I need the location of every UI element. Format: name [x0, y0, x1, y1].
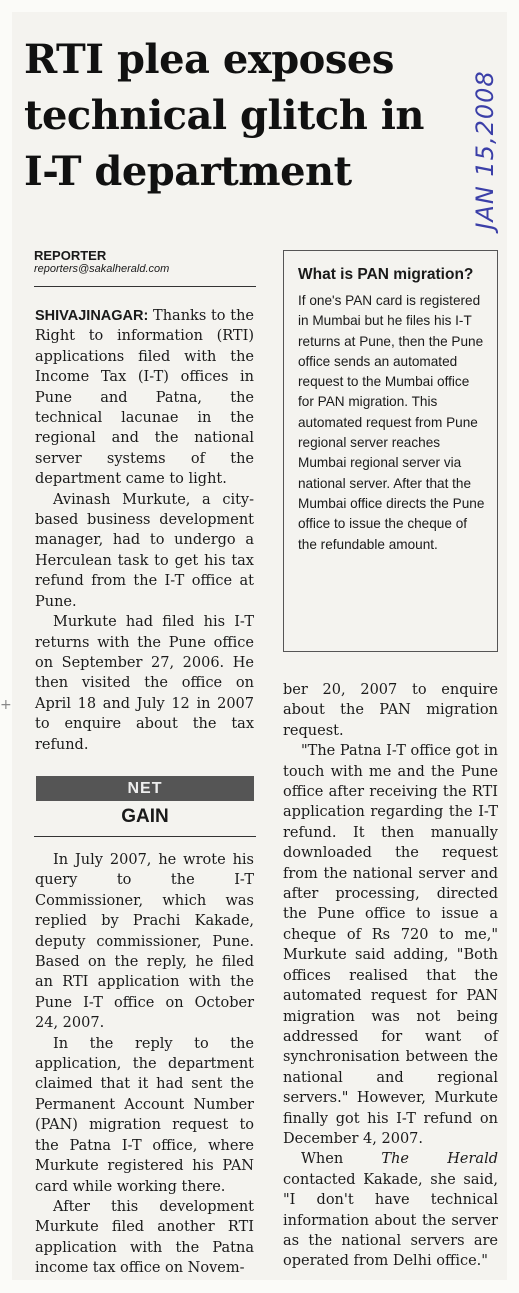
byline-email: reporters@sakalherald.com [34, 263, 170, 275]
paragraph-text: contacted Kakade, she said, "I don't have technical information about the server as the national servers are operated from Delhi office." [283, 1171, 498, 1270]
article-column-1-top [35, 306, 254, 755]
date-stamp-text: JAN 15,2008 [471, 70, 499, 230]
dateline: SHIVAJINAGAR: [35, 308, 149, 324]
subhead-top: NET [36, 776, 254, 801]
byline [34, 248, 254, 275]
paragraph: In the reply to the application, the department claimed that it had sent the Permanent Account Number (PAN) migration request to the Patna I-T office, where Murkute registered his PAN card while working there. [35, 1035, 254, 1195]
paragraph: Thanks to the Right to information (RTI) applications filed with the Income Tax (I-T) offices in Pune and Patna, the technical lacunae in the regional and the national server systems of the department came to light. [35, 308, 254, 488]
article-column-1-bottom [35, 850, 254, 1279]
publication-name: The Herald [381, 1151, 498, 1168]
sidebar-body: If one's PAN card is registered in Mumbai but he files his I-T returns at Pune, then the Pune office sends an automated request to the Mumbai office for PAN migration. This automated request from Pune regional server reaches Mumbai regional server via national server. After that the Mumbai office directs the Pune office to issue the cheque of the refundable amount. [298, 293, 485, 552]
subhead-divider [34, 836, 256, 837]
crosshair-mark: + [0, 697, 12, 713]
subhead-bottom: GAIN [121, 806, 169, 827]
paragraph: In July 2007, he wrote his query to the I-T Commissioner, which was replied by Prachi Kakade, deputy commissioner, Pune. Based on the reply, he filed an RTI application with the Pune I-T office on October 24, 2007. [35, 852, 254, 1032]
byline-divider [34, 286, 256, 287]
paragraph: After this development Murkute filed another RTI application with the Patna income tax office on Novem- [35, 1198, 254, 1277]
byline-reporter: REPORTER [34, 248, 107, 263]
sidebar-box [283, 250, 498, 652]
subhead-box [36, 776, 254, 831]
paragraph: "The Patna I-T office got in touch with me and the Pune office after receiving the RTI application regarding the I-T refund. It then manually downloaded the request from the national server and after processing, directed the Pune office to issue a cheque of Rs 720 to me," Murkute said adding, "Both offices realised that the automated request for PAN migration was not being addressed for want of synchronisation between the national and regional servers." However, Murkute finally got his I-T refund on December 4, 2007. [283, 743, 498, 1147]
paragraph-text: When [301, 1151, 382, 1168]
handwritten-date-stamp [455, 50, 515, 250]
paragraph: ber 20, 2007 to enquire about the PAN migration request. [283, 682, 498, 739]
paragraph: Murkute had filed his I-T returns with the Pune office on September 27, 2006. He then visited the office on April 18 and July 12 in 2007 to enquire about the tax refund. [35, 614, 254, 753]
headline: RTI plea exposes technical glitch in I-T department [24, 36, 425, 195]
sidebar-title: What is PAN migration? [298, 266, 474, 283]
paragraph [283, 1149, 498, 1271]
paragraph: Avinash Murkute, a city-based business development manager, had to undergo a Herculean task to get his tax refund from the I-T office at Pune. [35, 491, 254, 610]
article-column-2 [283, 680, 498, 1272]
